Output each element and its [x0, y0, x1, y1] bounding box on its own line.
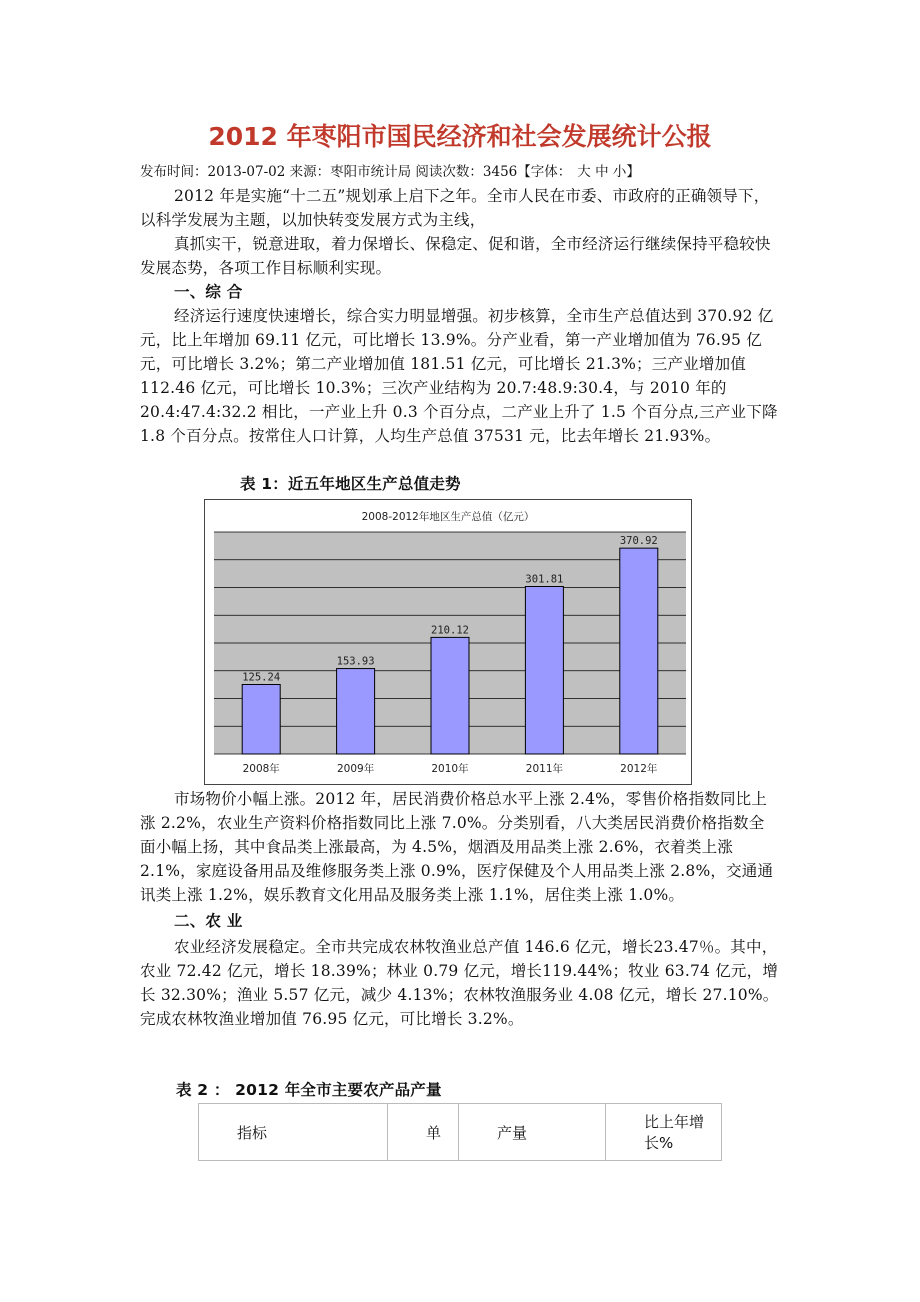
chart-x-tick-label: 2009年	[336, 763, 375, 775]
chart-x-tick-label: 2010年	[431, 763, 469, 775]
chart-bar	[525, 586, 563, 754]
chart-title: 2008-2012年地区生产总值（亿元）	[361, 511, 535, 523]
table1-caption: 表 1：近五年地区生产总值走势	[240, 475, 461, 493]
publish-info	[140, 163, 780, 181]
table-header-cell: 指标	[199, 1104, 388, 1161]
price-paragraph: 市场物价小幅上涨。2012 年，居民消费价格总水平上涨 2.4%，零售价格指数同比上涨 2.2%，农业生产资料价格指数同比上涨 7.0%。分类别看，八大类居民消费价格指数全面小幅上扬，其中食品类上涨最高，为 4.5%，烟酒及用品类上涨 2.6%，衣着类上涨 2.1%，家庭设备用品及维修服务类上涨 0.9%，医疗保健及个人用品类上涨 2.8%，交通通讯类上涨 1.2%，娱乐教育文化用品及服务类上涨 1.1%，居住类上涨 1.0%。	[140, 790, 774, 904]
table2-caption-wrap	[176, 1078, 676, 1102]
section-body-2	[140, 787, 780, 1031]
intro-section	[140, 184, 780, 448]
gdp-chart	[204, 499, 692, 785]
table-header-cell: 比上年增长%	[606, 1104, 722, 1161]
page-title: 2012 年枣阳市国民经济和社会发展统计公报	[208, 122, 712, 151]
gdp-chart-svg	[205, 500, 691, 784]
intro-paragraph-2: 真抓实干，锐意进取，着力保增长、保稳定、促和谐，全市经济运行继续保持平稳较快发展态势，各项工作目标顺利实现。	[140, 235, 771, 277]
chart-x-tick-label: 2012年	[620, 763, 658, 775]
chart-data-label: 153.93	[336, 655, 375, 668]
font-size-selector[interactable]: 大 中 小】	[577, 164, 640, 180]
table2-caption: 表 2 ： 2012 年全市主要农产品产量	[176, 1081, 442, 1099]
chart-x-tick-label: 2008年	[242, 763, 280, 775]
table1-caption-wrap	[240, 472, 640, 496]
chart-bar	[242, 684, 280, 754]
chart-bar	[431, 637, 469, 754]
table-header-row	[199, 1104, 722, 1161]
table-header-cell: 单	[388, 1104, 459, 1161]
chart-bar	[337, 669, 375, 754]
chart-bar	[620, 548, 658, 754]
chart-x-tick-label: 2011年	[525, 763, 564, 775]
chart-data-label: 125.24	[242, 671, 281, 684]
section-heading-agriculture: 二、农 业	[174, 911, 243, 930]
publish-meta: 发布时间：2013-07-02 来源：枣阳市统计局 阅读次数：3456【字体：	[140, 164, 572, 180]
chart-data-label: 301.81	[525, 573, 564, 586]
chart-data-label: 370.92	[619, 535, 658, 548]
chart-data-label: 210.12	[431, 624, 469, 637]
agriculture-paragraph: 农业经济发展稳定。全市共完成农林牧渔业总产值 146.6 亿元，增长23.47％。其中，农业 72.42 亿元，增长 18.39%；林业 0.79 亿元，增长119.44%；牧业 63.74 亿元，增长 32.30%；渔业 5.57 亿元，减少 4.13%；农林牧渔服务业 4.08 亿元，增长 27.10%。完成农林牧渔业增加值 76.95 亿元，可比增长 3.2%。	[140, 938, 779, 1028]
chart-plot-area	[214, 532, 686, 775]
agri-products-table	[198, 1103, 722, 1161]
section-heading-overview: 一、综 合	[174, 282, 243, 301]
table-header-cell: 产量	[459, 1104, 606, 1161]
intro-paragraph-1: 2012 年是实施“十二五”规划承上启下之年。全市人民在市委、市政府的正确领导下，以科学发展为主题，以加快转变发展方式为主线，	[140, 187, 770, 229]
overview-paragraph: 经济运行速度快速增长，综合实力明显增强。初步核算，全市生产总值达到 370.92 亿元，比上年增加 69.11 亿元，可比增长 13.9%。分产业看，第一产业增加值为 76.95 亿元，可比增长 3.2%；第二产业增加值 181.51 亿元，可比增长 21.3%；三产业增加值 112.46 亿元，可比增长 10.3%；三次产业结构为 20.7:48.9:30.4，与 2010 年的 20.4:47.4:32.2 相比，一产业上升 0.3 个百分点，二产业上升了 1.5 个百分点,三产业下降 1.8 个百分点。按常住人口计算，人均生产总值 37531 元，比去年增长 21.93%。	[140, 307, 778, 445]
